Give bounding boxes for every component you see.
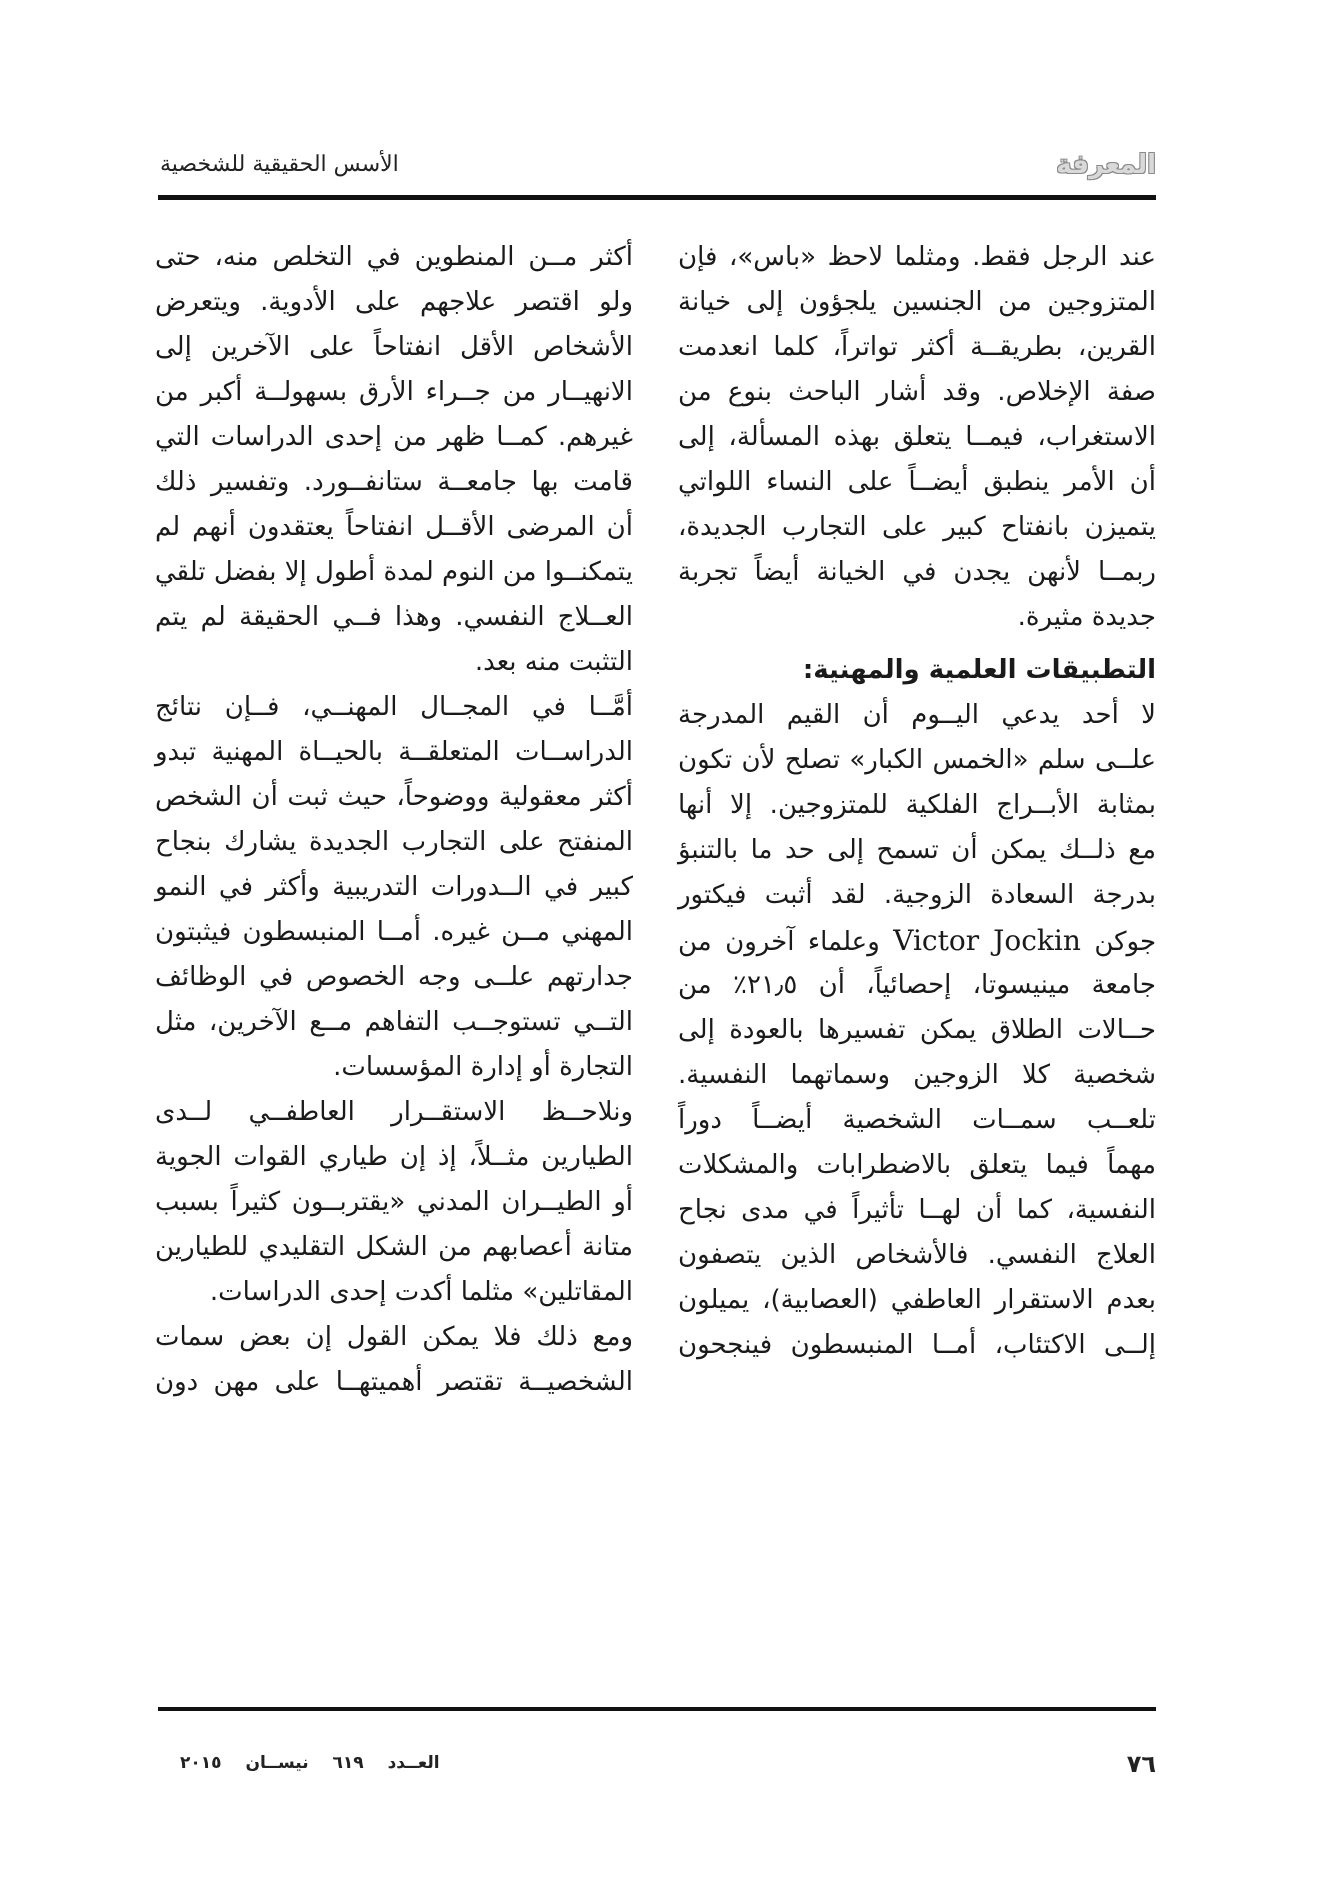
text-line: جامعة مينيسوتا، إحصائياً، أن ٢١٫٥٪ من [678, 970, 1156, 1000]
text-line: تلعــب سمــات الشخصية أيضــاً دوراً [678, 1105, 1156, 1135]
section-heading: التطبيقات العلمية والمهنية: [802, 655, 1156, 685]
issue-label: العــدد [387, 1753, 440, 1773]
header-rule [158, 195, 1156, 200]
text-line: صفة الإخلاص. وقد أشار الباحث بنوع من [678, 377, 1156, 407]
text-line: التجارة أو إدارة المؤسسات. [333, 1052, 633, 1082]
text-line: لا أحد يدعي اليــوم أن القيم المدرجة [678, 700, 1156, 730]
text-line: المنفتح على التجارب الجديدة يشارك بنجاح [155, 827, 633, 857]
text-line: الدراســات المتعلقــة بالحيــاة المهنية تبدو [155, 737, 633, 767]
text-line: المهني مــن غيره. أمــا المنبسطون فيثبتون [155, 917, 633, 947]
text-line: ربمــا لأنهن يجدن في الخيانة أيضاً تجربة [678, 557, 1156, 587]
issue-info [162, 1753, 440, 1773]
text-line: العــلاج النفسي. وهذا فــي الحقيقة لم يتم [155, 602, 633, 632]
text-fragment: وعلماء آخرون من [678, 927, 880, 957]
right-column [678, 235, 1156, 1368]
text-line: التــي تستوجــب التفاهم مــع الآخرين، مثل [155, 1007, 633, 1037]
text-line: مهماً فيما يتعلق بالاضطرابات والمشكلات [678, 1150, 1156, 1180]
text-line: الشخصيــة تقتصر أهميتهــا على مهن دون [155, 1367, 633, 1397]
running-title: الأسس الحقيقية للشخصية [160, 152, 399, 177]
text-line: الاستغراب، فيمــا يتعلق بهذه المسألة، إلى [678, 422, 1156, 452]
text-line: جدارتهم علــى وجه الخصوص في الوظائف [155, 962, 633, 992]
left-column [155, 235, 633, 1405]
text-line [678, 918, 1156, 963]
text-line: الطيارين مثــلاً، إذ إن طياري القوات الجوية [155, 1142, 633, 1172]
text-line: الانهيــار من جــراء الأرق بسهولــة أكبر من [155, 377, 633, 407]
text-line: يتميزن بانفتاح كبير على التجارب الجديدة، [678, 512, 1156, 542]
magazine-logo: المعرفة [1056, 150, 1156, 180]
text-line: العلاج النفسي. فالأشخاص الذين يتصفون [678, 1240, 1156, 1270]
text-line: غيرهم. كمــا ظهر من إحدى الدراسات التي [155, 422, 633, 452]
latin-name: Victor Jockin [893, 924, 1081, 957]
footer-rule [158, 1707, 1156, 1711]
text-line: أكثر مــن المنطوين في التخلص منه، حتى [155, 242, 633, 272]
text-line: أو الطيــران المدني «يقتربــون كثيراً بسبب [155, 1187, 633, 1217]
text-line: شخصية كلا الزوجين وسماتهما النفسية. [678, 1060, 1156, 1090]
text-line: المقاتلين» مثلما أكدت إحدى الدراسات. [209, 1277, 633, 1307]
text-line: مع ذلــك يمكن أن تسمح إلى حد ما بالتنبؤ [678, 835, 1156, 865]
text-line: ومع ذلك فلا يمكن القول إن بعض سمات [155, 1322, 633, 1352]
text-line: قامت بها جامعــة ستانفــورد. وتفسير ذلك [155, 467, 633, 497]
text-line: يتمكنــوا من النوم لمدة أطول إلا بفضل تلقي [154, 557, 633, 587]
text-line: أن المرضى الأقــل انفتاحاً يعتقدون أنهم لم [155, 512, 633, 542]
text-line: بمثابة الأبــراج الفلكية للمتزوجين. إلا أنها [678, 790, 1156, 820]
text-line: أكثر معقولية ووضوحاً، حيث ثبت أن الشخص [155, 782, 633, 812]
text-line: إلــى الاكتئاب، أمــا المنبسطون فينجحون [678, 1330, 1156, 1360]
text-line: بعدم الاستقرار العاطفي (العصابية)، يميلون [678, 1285, 1156, 1315]
text-line: ولو اقتصر علاجهم على الأدوية. ويتعرض [155, 287, 633, 317]
text-line: التثبت منه بعد. [474, 647, 633, 677]
text-line: أن الأمر ينطبق أيضــاً على النساء اللواتي [678, 467, 1156, 497]
text-line: بدرجة السعادة الزوجية. لقد أثبت فيكتور [678, 880, 1156, 910]
text-line: أمَّــا في المجــال المهنــي، فــإن نتائج [155, 692, 633, 722]
text-line: علــى سلم «الخمس الكبار» تصلح لأن تكون [678, 745, 1156, 775]
text-line: المتزوجين من الجنسين يلجؤون إلى خيانة [678, 287, 1156, 317]
text-line: عند الرجل فقط. ومثلما لاحظ «باس»، فإن [678, 242, 1156, 272]
issue-number: ٦١٩ [332, 1753, 364, 1773]
text-line: جديدة مثيرة. [1017, 602, 1156, 632]
issue-month: نيســان [245, 1753, 309, 1773]
text-line: متانة أعصابهم من الشكل التقليدي للطيارين [155, 1232, 633, 1262]
text-line: ونلاحــظ الاستقــرار العاطفــي لــدى [155, 1097, 633, 1127]
text-fragment: جوكن [1094, 927, 1157, 957]
text-line: النفسية، كما أن لهــا تأثيراً في مدى نجاح [678, 1195, 1156, 1225]
text-line: القرين، بطريقــة أكثر تواتراً، كلما انعدمت [678, 332, 1156, 362]
text-line: حــالات الطلاق يمكن تفسيرها بالعودة إلى [678, 1015, 1156, 1045]
text-line: الأشخاص الأقل انفتاحاً على الآخرين إلى [155, 332, 633, 362]
issue-year: ٢٠١٥ [180, 1753, 222, 1773]
text-line: كبير في الــدورات التدريبية وأكثر في النمو [155, 872, 633, 902]
page-number: ٧٦ [1126, 1750, 1156, 1778]
